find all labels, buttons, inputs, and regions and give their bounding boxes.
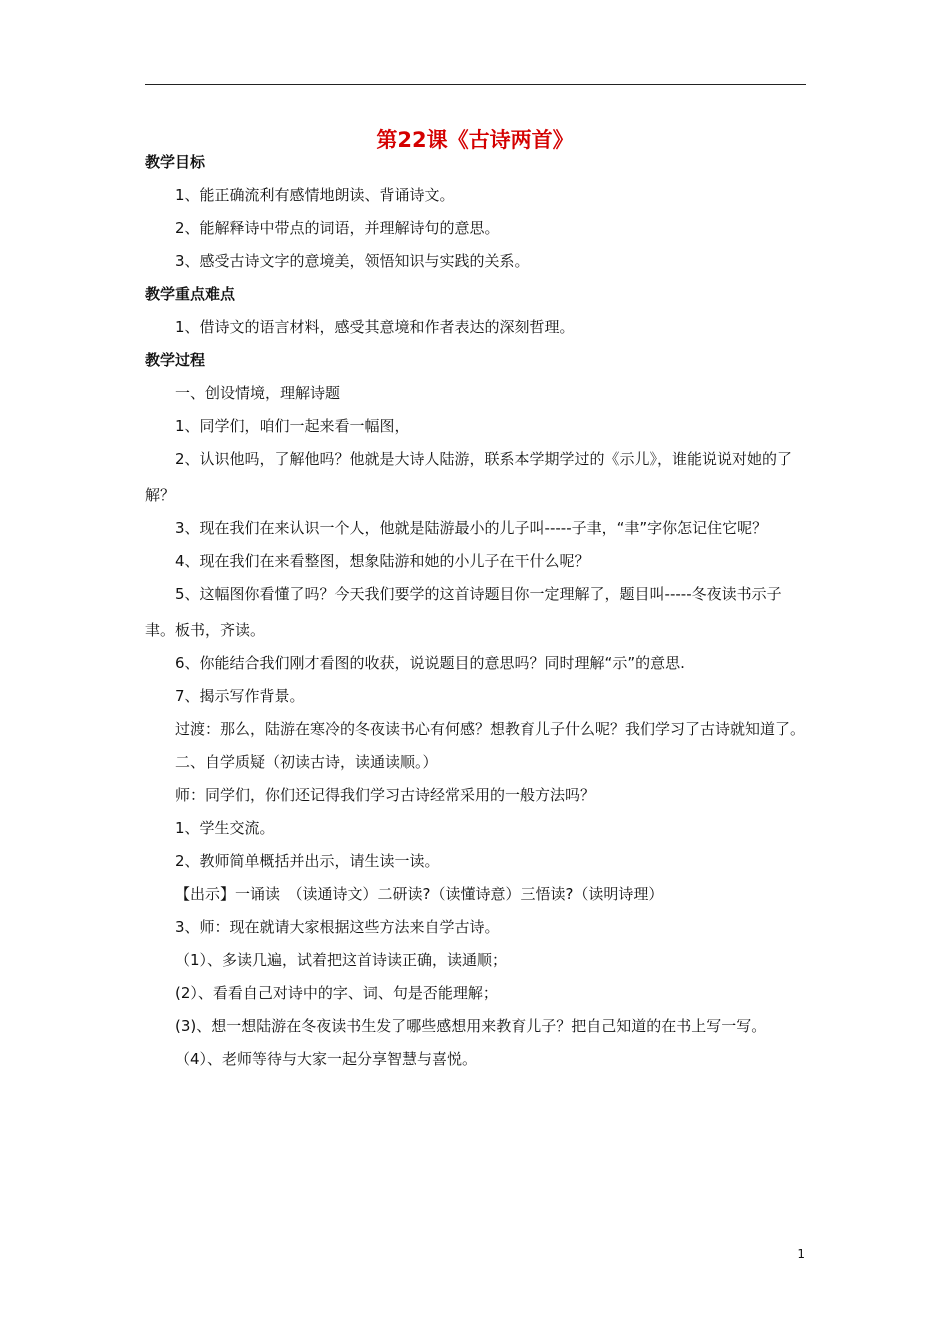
paragraph: 5、这幅图你看懂了吗？今天我们要学的这首诗题目你一定理解了，题目叫-----冬夜读书示子聿。板书，齐读。 xyxy=(145,585,782,639)
paragraph: 4、现在我们在来看整图，想象陆游和她的小儿子在干什么呢？ xyxy=(175,552,590,570)
paragraph: 1、学生交流。 xyxy=(175,819,275,837)
paragraph: 2、能解释诗中带点的词语，并理解诗句的意思。 xyxy=(175,219,500,237)
paragraph: 二、自学质疑（初读古诗，读通读顺。） xyxy=(175,753,438,771)
section-heading-process: 教学过程 xyxy=(145,351,206,369)
paragraph: 过渡：那么，陆游在寒冷的冬夜读书心有何感？想教育儿子什么呢？我们学习了古诗就知道了。 xyxy=(175,720,806,738)
paragraph: 3、师：现在就请大家根据这些方法来自学古诗。 xyxy=(175,918,500,936)
header-rule xyxy=(145,84,806,85)
paragraph: 2、教师简单概括并出示，请生读一读。 xyxy=(175,852,440,870)
page-number: 1 xyxy=(797,1247,805,1261)
document-body xyxy=(145,150,806,1082)
paragraph: (3)、想一想陆游在冬夜读书生发了哪些感想用来教育儿子？把自己知道的在书上写一写。 xyxy=(175,1017,767,1035)
paragraph: (2）、看看自己对诗中的字、词、句是否能理解； xyxy=(175,984,498,1002)
paragraph: 1、能正确流利有感情地朗读、背诵诗文。 xyxy=(175,186,455,204)
section-heading-key-points: 教学重点难点 xyxy=(145,285,236,303)
section-heading-objectives: 教学目标 xyxy=(145,153,206,171)
paragraph: 7、揭示写作背景。 xyxy=(175,687,305,705)
paragraph: 一、创设情境，理解诗题 xyxy=(175,384,341,402)
paragraph: 师：同学们，你们还记得我们学习古诗经常采用的一般方法吗？ xyxy=(175,786,596,804)
paragraph: 3、现在我们在来认识一个人，他就是陆游最小的儿子叫-----子聿，“聿”字你怎记住它呢？ xyxy=(175,519,768,537)
paragraph: 3、感受古诗文字的意境美，领悟知识与实践的关系。 xyxy=(175,252,530,270)
paragraph: 【出示】一诵读 （读通诗文）二研读?（读懂诗意）三悟读?（读明诗理） xyxy=(175,885,664,903)
paragraph: 1、同学们，咱们一起来看一幅图， xyxy=(175,417,410,435)
paragraph: （1）、多读几遍，试着把这首诗读正确，读通顺； xyxy=(175,951,508,969)
paragraph: （4）、老师等待与大家一起分享智慧与喜悦。 xyxy=(175,1050,478,1068)
paragraph: 6、你能结合我们刚才看图的收获，说说题目的意思吗？同时理解“示”的意思. xyxy=(175,654,685,672)
paragraph: 2、认识他吗，了解他吗？他就是大诗人陆游，联系本学期学过的《示儿》，谁能说说对她的了解？ xyxy=(145,450,793,504)
document-title: 第22课《古诗两首》 xyxy=(376,128,574,152)
paragraph: 1、借诗文的语言材料，感受其意境和作者表达的深刻哲理。 xyxy=(175,318,575,336)
